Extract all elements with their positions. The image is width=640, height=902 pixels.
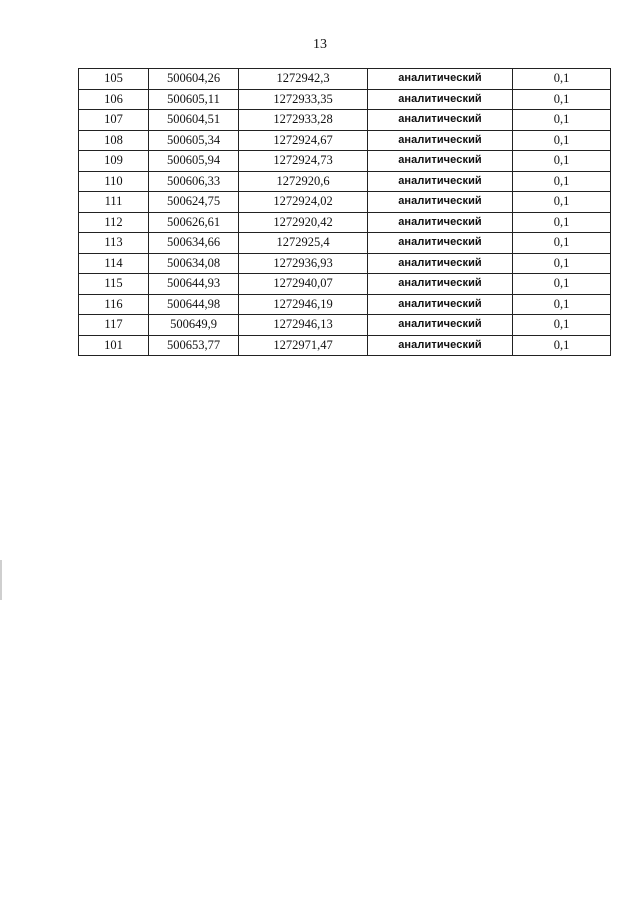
y-coordinate-cell: 1272946,13 <box>239 315 368 336</box>
y-coordinate-cell: 1272924,02 <box>239 192 368 213</box>
y-coordinate-cell: 1272925,4 <box>239 233 368 254</box>
x-coordinate-cell: 500606,33 <box>149 171 239 192</box>
accuracy-cell: 0,1 <box>513 192 611 213</box>
y-coordinate-cell: 1272924,73 <box>239 151 368 172</box>
y-coordinate-cell: 1272940,07 <box>239 274 368 295</box>
y-coordinate-cell: 1272946,19 <box>239 294 368 315</box>
point-number-cell: 112 <box>79 212 149 233</box>
point-number-cell: 117 <box>79 315 149 336</box>
point-number-cell: 110 <box>79 171 149 192</box>
accuracy-cell: 0,1 <box>513 110 611 131</box>
x-coordinate-cell: 500605,11 <box>149 89 239 110</box>
point-number-cell: 107 <box>79 110 149 131</box>
y-coordinate-cell: 1272942,3 <box>239 69 368 90</box>
point-number-cell: 116 <box>79 294 149 315</box>
method-cell: аналитический <box>368 212 513 233</box>
y-coordinate-cell: 1272971,47 <box>239 335 368 356</box>
page-number: 13 <box>313 37 327 52</box>
x-coordinate-cell: 500644,93 <box>149 274 239 295</box>
method-cell: аналитический <box>368 274 513 295</box>
x-coordinate-cell: 500605,94 <box>149 151 239 172</box>
accuracy-cell: 0,1 <box>513 171 611 192</box>
point-number-cell: 114 <box>79 253 149 274</box>
method-cell: аналитический <box>368 253 513 274</box>
y-coordinate-cell: 1272924,67 <box>239 130 368 151</box>
point-number-cell: 113 <box>79 233 149 254</box>
y-coordinate-cell: 1272933,35 <box>239 89 368 110</box>
accuracy-cell: 0,1 <box>513 69 611 90</box>
method-cell: аналитический <box>368 69 513 90</box>
x-coordinate-cell: 500653,77 <box>149 335 239 356</box>
method-cell: аналитический <box>368 335 513 356</box>
accuracy-cell: 0,1 <box>513 315 611 336</box>
x-coordinate-cell: 500605,34 <box>149 130 239 151</box>
table-row <box>79 192 611 213</box>
point-number-cell: 111 <box>79 192 149 213</box>
x-coordinate-cell: 500634,66 <box>149 233 239 254</box>
y-coordinate-cell: 1272920,42 <box>239 212 368 233</box>
table-row <box>79 315 611 336</box>
point-number-cell: 101 <box>79 335 149 356</box>
x-coordinate-cell: 500644,98 <box>149 294 239 315</box>
table-row <box>79 274 611 295</box>
method-cell: аналитический <box>368 89 513 110</box>
point-number-cell: 108 <box>79 130 149 151</box>
table-row <box>79 294 611 315</box>
coordinates-table <box>78 68 611 356</box>
accuracy-cell: 0,1 <box>513 274 611 295</box>
x-coordinate-cell: 500604,51 <box>149 110 239 131</box>
method-cell: аналитический <box>368 315 513 336</box>
table-row <box>79 171 611 192</box>
scan-edge-mark <box>0 560 2 600</box>
point-number-cell: 106 <box>79 89 149 110</box>
method-cell: аналитический <box>368 192 513 213</box>
x-coordinate-cell: 500634,08 <box>149 253 239 274</box>
method-cell: аналитический <box>368 294 513 315</box>
accuracy-cell: 0,1 <box>513 253 611 274</box>
point-number-cell: 105 <box>79 69 149 90</box>
table-row <box>79 130 611 151</box>
point-number-cell: 109 <box>79 151 149 172</box>
table-row <box>79 335 611 356</box>
x-coordinate-cell: 500649,9 <box>149 315 239 336</box>
table-row <box>79 69 611 90</box>
table-row <box>79 110 611 131</box>
x-coordinate-cell: 500624,75 <box>149 192 239 213</box>
method-cell: аналитический <box>368 110 513 131</box>
table-row <box>79 151 611 172</box>
method-cell: аналитический <box>368 151 513 172</box>
table-row <box>79 212 611 233</box>
table-row <box>79 89 611 110</box>
table-row <box>79 253 611 274</box>
x-coordinate-cell: 500626,61 <box>149 212 239 233</box>
accuracy-cell: 0,1 <box>513 130 611 151</box>
accuracy-cell: 0,1 <box>513 151 611 172</box>
accuracy-cell: 0,1 <box>513 294 611 315</box>
accuracy-cell: 0,1 <box>513 335 611 356</box>
table-row <box>79 233 611 254</box>
method-cell: аналитический <box>368 233 513 254</box>
x-coordinate-cell: 500604,26 <box>149 69 239 90</box>
accuracy-cell: 0,1 <box>513 212 611 233</box>
y-coordinate-cell: 1272920,6 <box>239 171 368 192</box>
accuracy-cell: 0,1 <box>513 89 611 110</box>
method-cell: аналитический <box>368 171 513 192</box>
accuracy-cell: 0,1 <box>513 233 611 254</box>
y-coordinate-cell: 1272936,93 <box>239 253 368 274</box>
coordinates-table-body <box>79 69 611 356</box>
y-coordinate-cell: 1272933,28 <box>239 110 368 131</box>
method-cell: аналитический <box>368 130 513 151</box>
point-number-cell: 115 <box>79 274 149 295</box>
